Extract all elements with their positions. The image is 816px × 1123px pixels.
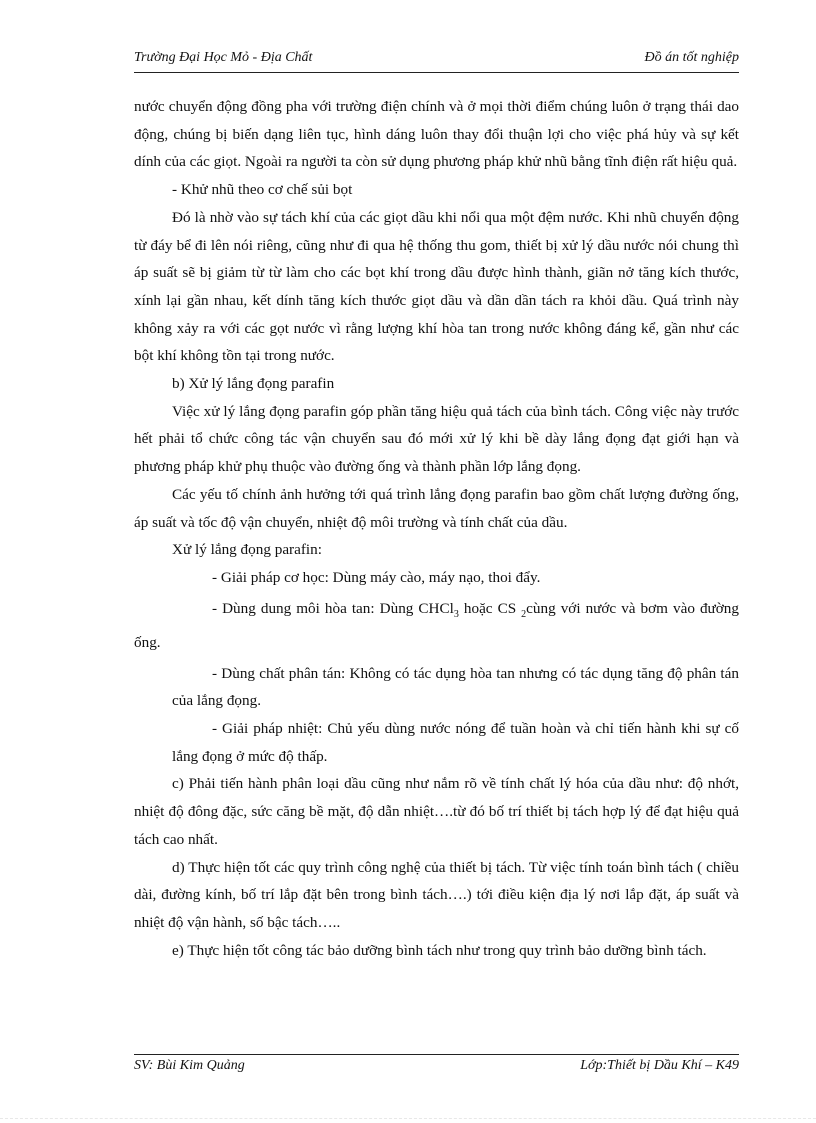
list-item-text: hoặc CS bbox=[458, 599, 522, 617]
paragraph: d) Thực hiện tốt các quy trình công nghệ của thiết bị tách. Từ việc tính toán bình tách ( chiều dài, đường kính, bố trí lắp đặt bên trong bình tách….) tới điều kiện địa lý nơi lắp đặt, áp suất và nhiệt độ vận hành, số bậc tách….. bbox=[134, 858, 739, 931]
document-body bbox=[134, 93, 739, 964]
page-header bbox=[134, 50, 739, 70]
list-heading: Xử lý lắng đọng parafin: bbox=[172, 541, 322, 559]
paragraph: Đó là nhờ vào sự tách khí của các giọt dầu khi nổi qua một đệm nước. Khi nhũ chuyển động từ đáy bể đi lên nói riêng, cũng như đi qua hệ thống thu gom, thiết bị xử lý dầu nước nói chung thì áp suất sẽ bị giảm từ từ làm cho các bọt khí trong dầu được hình thành, giãn nở tăng kích thước, xính lại gần nhau, kết dính tăng kích thước giọt dầu và dần dần tách ra khỏi dầu. Quá trình này không xảy ra với các gọt nước vì rằng lượng khí hòa tan trong nước không đáng kể, gần như các bột khí không tồn tại trong nước. bbox=[134, 208, 739, 365]
list-item bbox=[134, 592, 739, 660]
section-heading: b) Xử lý lắng đọng parafin bbox=[172, 375, 335, 393]
footer-rule bbox=[134, 1054, 739, 1055]
subscript: 3 bbox=[453, 608, 459, 620]
page-footer bbox=[134, 1058, 739, 1078]
list-item-text: - Dùng dung môi hòa tan: Dùng CHCl bbox=[212, 599, 454, 617]
list-item: - Giải pháp cơ học: Dùng máy cào, máy nạo, thoi đẩy. bbox=[212, 568, 541, 586]
paragraph: nước chuyển động đồng pha với trường điện chính và ở mọi thời điểm chúng luôn ở trạng thái dao động, chúng bị biến dạng liên tục, hình dáng luôn thay đổi thuận lợi cho việc phá hủy và sự kết dính của các giọt. Ngoài ra người ta còn sử dụng phương pháp khử nhũ bằng tĩnh điện rất hiệu quả. bbox=[134, 98, 739, 171]
list-item: - Dùng chất phân tán: Không có tác dụng hòa tan nhưng có tác dụng tăng độ phân tán của lắng đọng. bbox=[172, 664, 739, 710]
list-item: - Giải pháp nhiệt: Chủ yếu dùng nước nóng để tuần hoàn và chỉ tiến hành khi sự cố lắng đọng ở mức độ thấp. bbox=[172, 720, 739, 765]
header-rule bbox=[134, 72, 739, 73]
footer-class: Lớp:Thiết bị Dầu Khí – K49 bbox=[580, 1058, 739, 1073]
paragraph: c) Phải tiến hành phân loại dầu cũng như nắm rõ về tính chất lý hóa của dầu như: độ nhớt, nhiệt độ đông đặc, sức căng bề mặt, độ dẫn nhiệt….từ đó bố trí thiết bị tách hợp lý để đạt hiệu quả tách cao nhất. bbox=[134, 775, 739, 848]
paragraph: e) Thực hiện tốt công tác bảo dưỡng bình tách như trong quy trình bảo dưỡng bình tách. bbox=[172, 941, 707, 959]
header-school: Trường Đại Học Mỏ - Địa Chất bbox=[134, 50, 313, 65]
paragraph: Việc xử lý lắng đọng parafin góp phần tăng hiệu quả tách của bình tách. Công việc này trước hết phải tổ chức công tác vận chuyển sau đó mới xử lý khi bề dày lắng đọng đạt giới hạn và phương pháp khử phụ thuộc vào đường ống và thành phần lớp lắng đọng. bbox=[134, 402, 739, 476]
list-item-text: cùng với nước và bơm vào đường ống. bbox=[134, 599, 739, 651]
header-doc-type: Đồ án tốt nghiệp bbox=[644, 50, 739, 65]
paragraph: Các yếu tố chính ảnh hưởng tới quá trình lắng đọng parafin bao gồm chất lượng đường ống, áp suất và tốc độ vận chuyển, nhiệt độ môi trường và tính chất của dầu. bbox=[134, 485, 739, 531]
footer-student: SV: Bùi Kim Quảng bbox=[134, 1058, 245, 1073]
paragraph: - Khử nhũ theo cơ chế sủi bọt bbox=[172, 181, 353, 199]
subscript: 2 bbox=[521, 608, 527, 620]
page-edge bbox=[0, 1118, 816, 1119]
